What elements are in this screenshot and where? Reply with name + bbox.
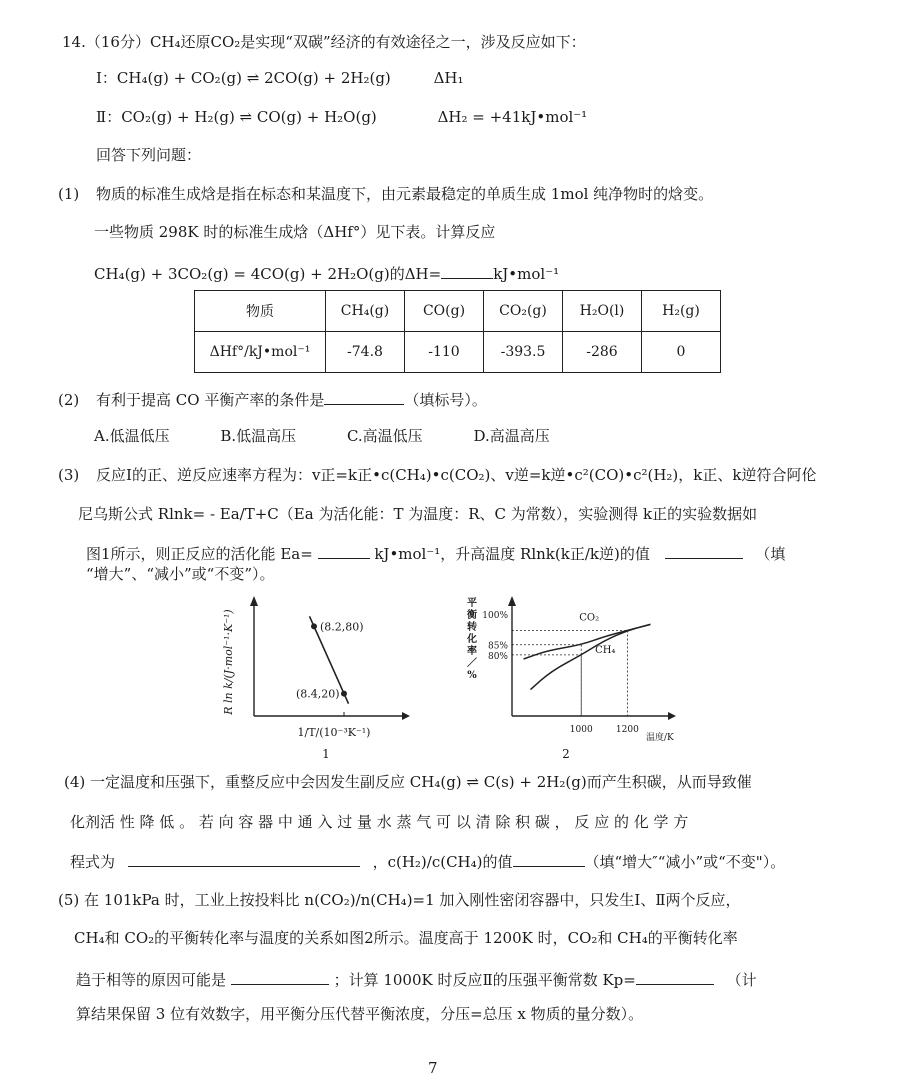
part-5-kp-blank[interactable] [636,968,714,985]
part-5-reason-text: 趋于相等的原因可能是 [76,971,227,989]
part-4-ratio-text: ，c(H₂)/c(CH₄)的值 [372,853,513,871]
part-2-text: 有利于提高 CO 平衡产率的条件是 [96,391,325,409]
part-3-line-4: “增大”、“减小”或“不变”）。 [86,565,275,583]
figure-2-x-tick-label: 1000 [569,725,593,735]
figure-2-y-label-char: 平 [467,598,477,609]
table-header-cell: CO₂(g) [484,291,563,332]
part-3-rlnk-blank[interactable] [665,542,743,559]
part-1-line-3 [94,262,559,284]
figure-2-x-tick-label: 1200 [615,725,639,735]
table-header-cell: CH₄(g) [326,291,405,332]
question-header: 14.（16分）CH₄还原CO₂是实现“双碳”经济的有效途径之一，涉及反应如下： [62,33,586,51]
part-5-line-2: CH₄和 CO₂的平衡转化率与温度的关系如图2所示。温度高于 1200K 时，CO₂和 CH₄的平衡转化率 [74,929,738,947]
reaction-1 [96,68,464,88]
figure-2-y-label-char: 率 [467,646,477,657]
figure-2-y-label-char: % [467,670,477,681]
part-3-ea-text: 图1所示，则正反应的活化能 Ea= [86,545,313,563]
part-1-answer-blank[interactable] [441,262,493,279]
part-1-line-1 [58,184,713,204]
figure-2-y-label-char: 衡 [467,610,477,621]
part-1-number: (1) [58,185,80,203]
table-header-cell: H₂(g) [642,291,721,332]
part-5-line-1: (5) 在 101kPa 时，工业上按投料比 n(CO₂)/n(CH₄)=1 加入刚性密闭容器中，只发生Ⅰ、Ⅱ两个反应， [58,891,741,909]
part-2-line-1 [58,388,487,410]
figure-2-y-arrow [508,596,516,606]
figure-1-point-label: (8.2,80) [320,620,364,634]
reaction-2-equation: Ⅱ：CO₂(g) + H₂(g) ⇌ CO(g) + H₂O(g) [96,108,377,126]
figure-1-chart [222,592,412,762]
part-5-reason-blank[interactable] [231,968,329,985]
enthalpy-table [194,290,721,373]
figure-2-y-label-char: ／ [467,658,477,669]
figure-2-x-arrow [668,712,676,720]
figure-2-series-label-ch4: CH₄ [595,644,616,656]
figure-1-y-arrow [250,596,258,606]
figure-1-y-label: R ln k/(J·mol⁻¹·K⁻¹) [222,609,235,715]
figure-1-x-label: 1/T/(10⁻³K⁻¹) [297,726,371,739]
part-4-line-2: 化剂活 性 降 低 。 若 向 容 器 中 通 入 过 量 水 蒸 气 可 以 清 除 积 碳 ， 反 应 的 化 学 方 [70,813,689,831]
part-5-line-4: 算结果保留 3 位有效数字，用平衡分压代替平衡浓度，分压=总压 x 物质的量分数）。 [76,1005,644,1023]
figure-2-x-label: 温度/K [646,733,674,743]
figure-1-point [311,623,317,629]
part-3-text: 反应Ⅰ的正、逆反应速率方程为：v正=k正•c(CH₄)•c(CO₂)、v逆=k逆•c²(CO)•c²(H₂)，k正、k逆符合阿伦 [96,466,817,484]
figure-1-data [296,616,364,716]
reaction-2-enthalpy: ΔH₂ = +41kJ•mol⁻¹ [437,108,588,126]
part-4-line-3 [70,850,785,872]
part-1-reaction: CH₄(g) + 3CO₂(g) = 4CO(g) + 2H₂O(g)的ΔH= [94,265,442,283]
figure-1-point-label: (8.4,20) [296,687,340,701]
figure-2-caption: 2 [562,747,570,761]
table-cell: -393.5 [484,332,563,373]
part-3-fill-hint: （填 [755,545,786,563]
part-3-number: (3) [58,466,80,484]
part-3-line-3 [86,542,785,564]
table-header-row [195,291,721,332]
table-row [195,332,721,373]
part-3-ea-blank[interactable] [318,542,370,559]
part-2-options [94,426,596,446]
part-4-equation-blank[interactable] [128,850,360,867]
part-2-number: (2) [58,391,80,409]
reaction-1-equation: Ⅰ：CH₄(g) + CO₂(g) ⇌ 2CO(g) + 2H₂(g) [96,69,391,87]
part-1-text: 物质的标准生成焓是指在标态和某温度下，由元素最稳定的单质生成 1mol 纯净物时的焓变。 [96,185,714,203]
figure-2-y-label-char: 转 [467,622,477,633]
table-header-cell: CO(g) [405,291,484,332]
part-5-kp-text: ；计算 1000K 时反应Ⅱ的压强平衡常数 Kp= [333,971,636,989]
page-number: 7 [428,1059,438,1077]
table-cell: -286 [563,332,642,373]
figure-2-series-label-co2: CO₂ [579,612,600,624]
part-2-hint: （填标号）。 [404,391,487,409]
option-c[interactable]: C.高温低压 [346,427,423,445]
part-4-ratio-blank[interactable] [513,850,585,867]
part-1-unit: kJ•mol⁻¹ [493,265,560,283]
part-1-line-2: 一些物质 298K 时的标准生成焓（ΔHf°）见下表。计算反应 [94,223,496,241]
reaction-2 [96,107,587,127]
figure-1-point [341,691,347,697]
table-cell: -110 [405,332,484,373]
part-5-calc-hint: （计 [726,971,757,989]
option-b[interactable]: B.低温高压 [220,427,297,445]
part-2-answer-blank[interactable] [324,388,404,405]
reaction-1-enthalpy: ΔH₁ [433,69,464,87]
answer-prompt: 回答下列问题： [96,146,202,164]
table-header-cell: H₂O(l) [563,291,642,332]
figure-1-caption: 1 [322,747,330,761]
part-4-fill-hint: （填“增大″“减小”或“不变"）。 [584,853,786,871]
option-d[interactable]: D.高温高压 [473,427,550,445]
part-5-line-3 [76,968,757,990]
figure-2-y-tick-label: 80% [487,651,508,662]
table-header-cell: 物质 [195,291,326,332]
part-3-line-2: 尼乌斯公式 Rlnk= - Ea/T+C（Ea 为活化能：T 为温度：R、C 为常数），实验测得 k正的实验数据如 [78,505,758,523]
part-3-rlnk-text: kJ•mol⁻¹，升高温度 Rlnk(k正/k逆)的值 [374,545,650,563]
part-4-line-1: (4) 一定温度和压强下，重整反应中会因发生副反应 CH₄(g) ⇌ C(s) + 2H₂(g)而产生积碳，从而导致催 [64,773,752,791]
figure-2-y-label-stack [466,596,477,681]
table-cell: -74.8 [326,332,405,373]
table-cell: 0 [642,332,721,373]
part-4-equation-label: 程式为 [70,853,116,871]
part-3-line-1 [58,465,816,485]
figure-2-y-tick-label: 85% [487,641,508,652]
figure-2-y-tick-label: 100% [482,611,508,622]
option-a[interactable]: A.低温低压 [94,427,170,445]
table-row-label: ΔHf°/kJ•mol⁻¹ [195,332,326,373]
figure-2-chart [460,592,680,762]
figure-2-y-label-char: 化 [467,634,477,645]
figure-1-x-arrow [402,712,410,720]
figure-2-series-ch4-line [530,624,650,689]
